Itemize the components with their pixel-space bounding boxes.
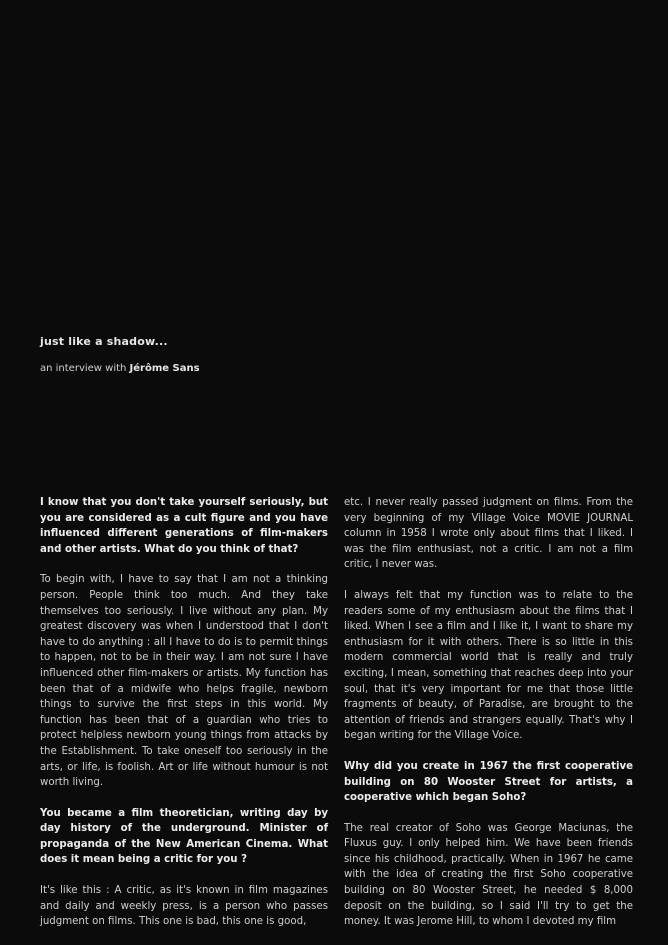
article-subtitle [40, 363, 200, 374]
article-title: just like a shadow... [40, 335, 168, 348]
answer-2: It's like this : A critic, as it's known in film magazines and daily and weekly press, is a person who passes judgment on films. This one is bad, this one is good, [40, 885, 328, 928]
right-column [344, 495, 633, 945]
left-column [40, 495, 328, 945]
answer-1: To begin with, I have to say that I am not a thinking person. People think too much. And they take themselves too seriously. I live without any plan. My greatest discovery was when I understood that I don't have to do anything : all I have to do is to permit things to happen, not to be in their way. I am not sure I have influenced other film-makers or artists. My function has been that of a midwife who helps fragile, newborn things to survive the first steps in this world. My function has been that of a guardian who tries to protect helpless newborn young things from attacks by the Establishment. To take oneself too seriously in the arts, or life, is foolish. Art or life without humour is not worth living. [40, 574, 328, 789]
question-3: Why did you create in 1967 the first cooperative building on 80 Wooster Street for artists, a cooperative which began Soho? [344, 760, 633, 804]
interviewer-name: Jérôme Sans [129, 363, 200, 374]
answer-2-more: I always felt that my function was to relate to the readers some of my enthusiasm about the films that I liked. When I see a film and I like it, I want to share my enthusiasm for it with others. There is so little in this modern commercial world that is really and truly exciting, I mean, something that reaches deep into your soul, that it's very important for me that those little fragments of beauty, of Paradise, are brought to the attention of friends and strangers equally. That's why I began writing for the Village Voice. [344, 589, 633, 742]
question-2: You became a film theoretician, writing day by day history of the underground. Minister of propaganda of the New American Cinema. What does it mean being a critic for you ? [40, 807, 328, 866]
answer-2-continued: etc. I never really passed judgment on films. From the very beginning of my Village Voice MOVIE JOURNAL column in 1958 I wrote only about films that I liked. I was the film enthusiast, not a critic. I am not a film critic, I never was. [344, 497, 633, 571]
subtitle-prefix: an interview with [40, 363, 130, 374]
answer-3: The real creator of Soho was George Maciunas, the Fluxus guy. I only helped him. We have been friends since his childhood, practically. When in 1967 he came with the idea of creating the first Soho cooperative building on 80 Wooster Street, he needed $ 8,000 deposit on the building, so I said I'll try to get the money. It was Jerome Hill, to whom I devoted my film [344, 822, 633, 928]
question-1: I know that you don't take yourself seriously, but you are considered as a cult figure and you have influenced different generations of film-makers and other artists. What do you think of that? [40, 497, 328, 555]
